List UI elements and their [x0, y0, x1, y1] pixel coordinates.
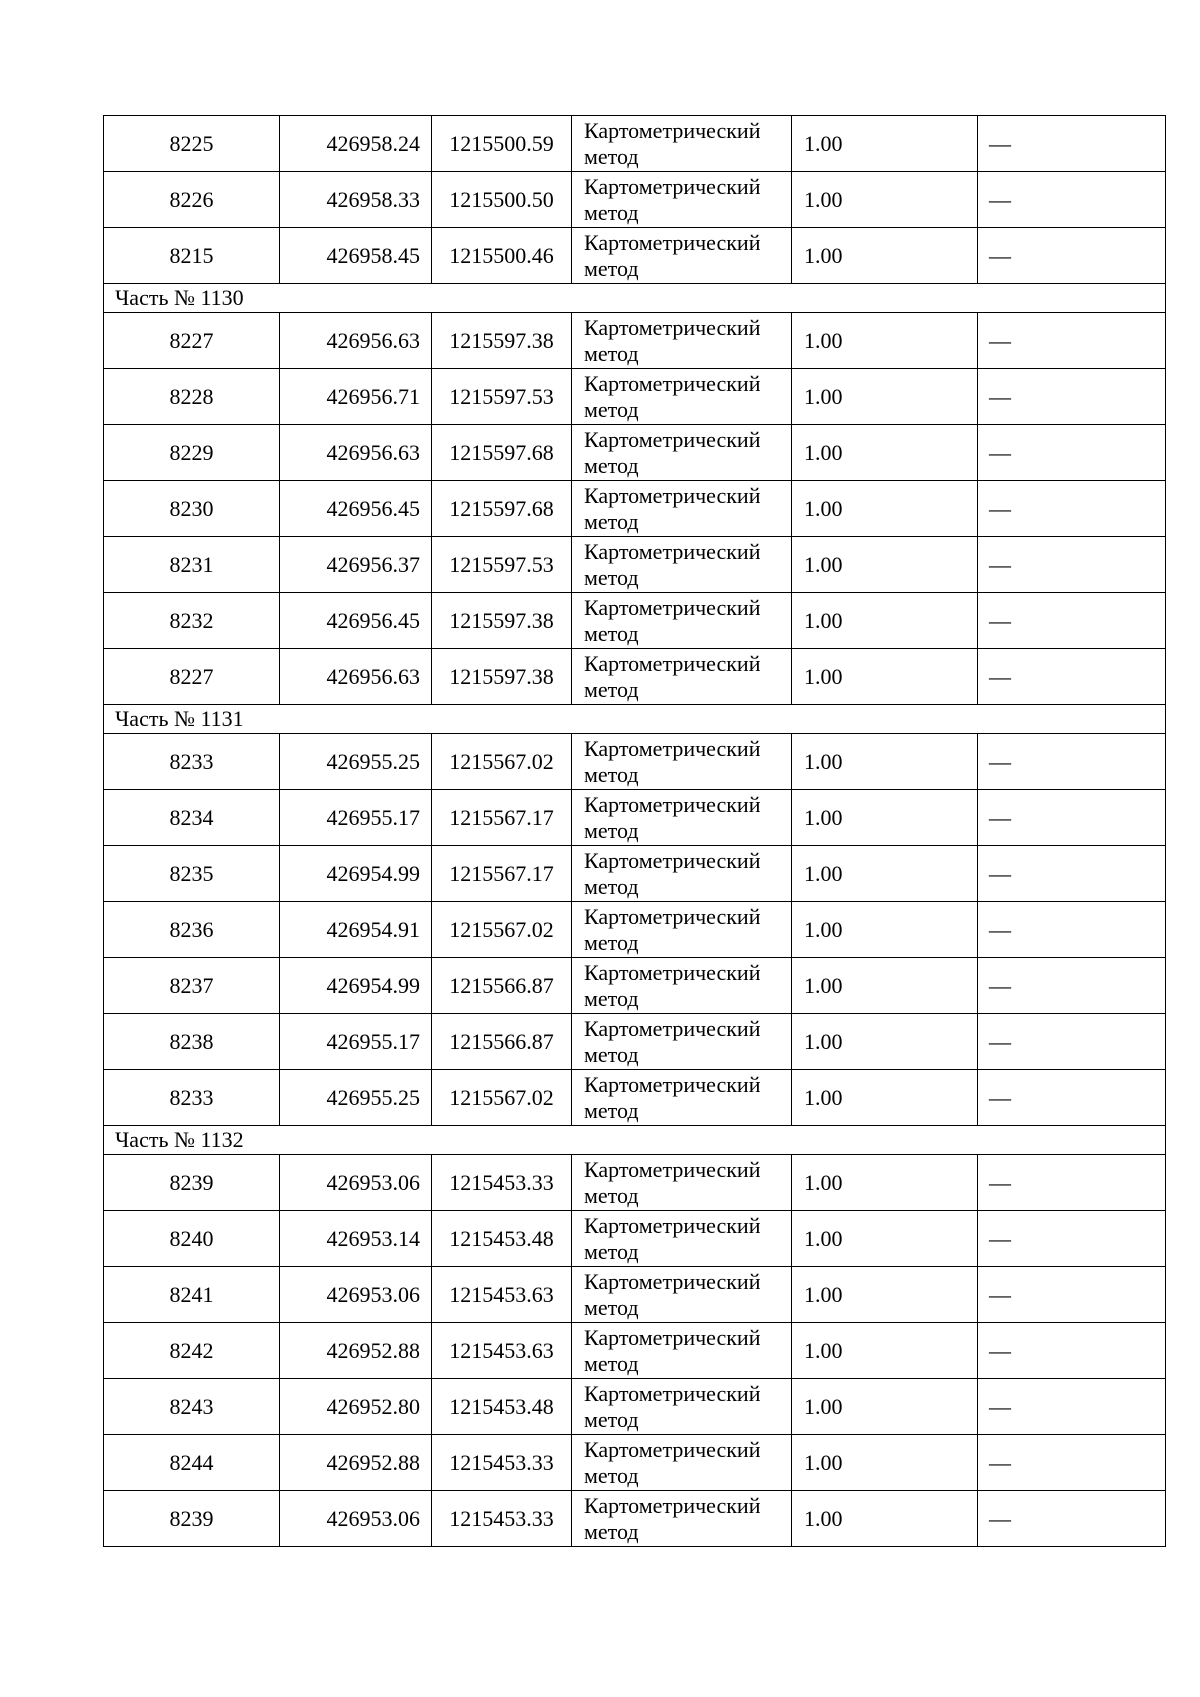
- y-coordinate-cell: 1215597.38: [432, 593, 572, 649]
- point-number-cell: 8234: [104, 790, 280, 846]
- method-cell: [572, 958, 792, 1014]
- x-coordinate-cell: 426954.91: [280, 902, 432, 958]
- y-coordinate-cell: 1215566.87: [432, 958, 572, 1014]
- table-row: [104, 1014, 1166, 1070]
- x-coordinate-cell: 426952.88: [280, 1435, 432, 1491]
- accuracy-cell: 1.00: [792, 1323, 978, 1379]
- note-cell: —: [978, 593, 1166, 649]
- x-coordinate-cell: 426955.25: [280, 734, 432, 790]
- method-line-2: метод: [584, 620, 639, 646]
- accuracy-cell: 1.00: [792, 958, 978, 1014]
- method-line-1: Картометрический: [584, 595, 761, 621]
- table-row: [104, 1323, 1166, 1379]
- y-coordinate-cell: 1215453.33: [432, 1491, 572, 1547]
- method-line-1: Картометрический: [584, 315, 761, 341]
- x-coordinate-cell: 426954.99: [280, 846, 432, 902]
- note-cell: —: [978, 902, 1166, 958]
- accuracy-cell: 1.00: [792, 1155, 978, 1211]
- coordinates-table: [103, 115, 1166, 1547]
- x-coordinate-cell: 426956.45: [280, 481, 432, 537]
- method-cell: [572, 537, 792, 593]
- point-number-cell: 8227: [104, 649, 280, 705]
- method-cell: [572, 1267, 792, 1323]
- point-number-cell: 8239: [104, 1155, 280, 1211]
- point-number-cell: 8239: [104, 1491, 280, 1547]
- table-row: [104, 1379, 1166, 1435]
- x-coordinate-cell: 426953.06: [280, 1491, 432, 1547]
- method-line-2: метод: [584, 676, 639, 702]
- method-cell: [572, 228, 792, 284]
- accuracy-cell: 1.00: [792, 1211, 978, 1267]
- point-number-cell: 8231: [104, 537, 280, 593]
- section-header-row: [104, 284, 1166, 313]
- x-coordinate-cell: 426953.14: [280, 1211, 432, 1267]
- table-row: [104, 734, 1166, 790]
- method-line-2: метод: [584, 1097, 639, 1123]
- x-coordinate-cell: 426955.25: [280, 1070, 432, 1126]
- accuracy-cell: 1.00: [792, 1491, 978, 1547]
- accuracy-cell: 1.00: [792, 1267, 978, 1323]
- x-coordinate-cell: 426953.06: [280, 1267, 432, 1323]
- point-number-cell: 8226: [104, 172, 280, 228]
- y-coordinate-cell: 1215567.17: [432, 790, 572, 846]
- table-row: [104, 1267, 1166, 1323]
- point-number-cell: 8242: [104, 1323, 280, 1379]
- note-cell: —: [978, 1323, 1166, 1379]
- accuracy-cell: 1.00: [792, 902, 978, 958]
- x-coordinate-cell: 426958.45: [280, 228, 432, 284]
- point-number-cell: 8230: [104, 481, 280, 537]
- note-cell: —: [978, 790, 1166, 846]
- note-cell: —: [978, 1267, 1166, 1323]
- x-coordinate-cell: 426956.63: [280, 425, 432, 481]
- x-coordinate-cell: 426956.63: [280, 649, 432, 705]
- note-cell: —: [978, 313, 1166, 369]
- table-row: [104, 902, 1166, 958]
- method-line-1: Картометрический: [584, 960, 761, 986]
- note-cell: —: [978, 116, 1166, 172]
- y-coordinate-cell: 1215500.59: [432, 116, 572, 172]
- note-cell: —: [978, 734, 1166, 790]
- point-number-cell: 8243: [104, 1379, 280, 1435]
- method-cell: [572, 1070, 792, 1126]
- method-line-2: метод: [584, 452, 639, 478]
- y-coordinate-cell: 1215597.38: [432, 649, 572, 705]
- y-coordinate-cell: 1215453.48: [432, 1211, 572, 1267]
- method-line-2: метод: [584, 761, 639, 787]
- point-number-cell: 8228: [104, 369, 280, 425]
- note-cell: —: [978, 481, 1166, 537]
- method-line-2: метод: [584, 1238, 639, 1264]
- method-line-2: метод: [584, 1462, 639, 1488]
- y-coordinate-cell: 1215500.46: [432, 228, 572, 284]
- y-coordinate-cell: 1215453.48: [432, 1379, 572, 1435]
- point-number-cell: 8240: [104, 1211, 280, 1267]
- table-row: [104, 228, 1166, 284]
- note-cell: —: [978, 1070, 1166, 1126]
- method-cell: [572, 649, 792, 705]
- table-row: [104, 313, 1166, 369]
- method-line-1: Картометрический: [584, 1213, 761, 1239]
- note-cell: —: [978, 1379, 1166, 1435]
- method-line-2: метод: [584, 1041, 639, 1067]
- table-row: [104, 790, 1166, 846]
- x-coordinate-cell: 426953.06: [280, 1155, 432, 1211]
- point-number-cell: 8236: [104, 902, 280, 958]
- y-coordinate-cell: 1215453.33: [432, 1435, 572, 1491]
- table-row: [104, 369, 1166, 425]
- accuracy-cell: 1.00: [792, 846, 978, 902]
- y-coordinate-cell: 1215597.68: [432, 425, 572, 481]
- y-coordinate-cell: 1215567.02: [432, 1070, 572, 1126]
- y-coordinate-cell: 1215566.87: [432, 1014, 572, 1070]
- note-cell: —: [978, 649, 1166, 705]
- method-line-2: метод: [584, 199, 639, 225]
- table-row: [104, 481, 1166, 537]
- point-number-cell: 8232: [104, 593, 280, 649]
- x-coordinate-cell: 426956.63: [280, 313, 432, 369]
- point-number-cell: 8229: [104, 425, 280, 481]
- method-cell: [572, 846, 792, 902]
- method-line-1: Картометрический: [584, 1325, 761, 1351]
- table-row: [104, 1435, 1166, 1491]
- x-coordinate-cell: 426955.17: [280, 1014, 432, 1070]
- method-line-1: Картометрический: [584, 1437, 761, 1463]
- point-number-cell: 8225: [104, 116, 280, 172]
- method-line-2: метод: [584, 873, 639, 899]
- method-line-2: метод: [584, 1518, 639, 1544]
- table-row: [104, 116, 1166, 172]
- method-line-2: метод: [584, 929, 639, 955]
- note-cell: —: [978, 369, 1166, 425]
- x-coordinate-cell: 426954.99: [280, 958, 432, 1014]
- method-cell: [572, 481, 792, 537]
- method-cell: [572, 425, 792, 481]
- method-line-1: Картометрический: [584, 427, 761, 453]
- section-title: Часть № 1131: [104, 705, 1166, 734]
- note-cell: —: [978, 537, 1166, 593]
- method-line-1: Картометрический: [584, 792, 761, 818]
- section-header-row: [104, 705, 1166, 734]
- method-line-1: Картометрический: [584, 1493, 761, 1519]
- x-coordinate-cell: 426956.37: [280, 537, 432, 593]
- accuracy-cell: 1.00: [792, 1070, 978, 1126]
- note-cell: —: [978, 1014, 1166, 1070]
- method-line-2: метод: [584, 255, 639, 281]
- method-cell: [572, 313, 792, 369]
- accuracy-cell: 1.00: [792, 734, 978, 790]
- point-number-cell: 8244: [104, 1435, 280, 1491]
- table-row: [104, 649, 1166, 705]
- method-line-1: Картометрический: [584, 1381, 761, 1407]
- note-cell: —: [978, 228, 1166, 284]
- method-line-2: метод: [584, 508, 639, 534]
- method-cell: [572, 369, 792, 425]
- y-coordinate-cell: 1215597.53: [432, 369, 572, 425]
- y-coordinate-cell: 1215567.02: [432, 734, 572, 790]
- y-coordinate-cell: 1215500.50: [432, 172, 572, 228]
- method-cell: [572, 1435, 792, 1491]
- accuracy-cell: 1.00: [792, 537, 978, 593]
- method-cell: [572, 1491, 792, 1547]
- accuracy-cell: 1.00: [792, 369, 978, 425]
- method-line-1: Картометрический: [584, 118, 761, 144]
- method-line-1: Картометрический: [584, 1269, 761, 1295]
- method-line-1: Картометрический: [584, 371, 761, 397]
- accuracy-cell: 1.00: [792, 313, 978, 369]
- table-row: [104, 593, 1166, 649]
- coordinates-table-body: [104, 116, 1166, 1547]
- y-coordinate-cell: 1215597.53: [432, 537, 572, 593]
- note-cell: —: [978, 1491, 1166, 1547]
- method-cell: [572, 902, 792, 958]
- note-cell: —: [978, 425, 1166, 481]
- table-row: [104, 846, 1166, 902]
- method-line-2: метод: [584, 1350, 639, 1376]
- method-cell: [572, 1211, 792, 1267]
- method-line-1: Картометрический: [584, 230, 761, 256]
- method-line-2: метод: [584, 1406, 639, 1432]
- method-cell: [572, 1155, 792, 1211]
- accuracy-cell: 1.00: [792, 1435, 978, 1491]
- method-cell: [572, 1379, 792, 1435]
- section-title: Часть № 1132: [104, 1126, 1166, 1155]
- point-number-cell: 8233: [104, 1070, 280, 1126]
- y-coordinate-cell: 1215567.02: [432, 902, 572, 958]
- point-number-cell: 8227: [104, 313, 280, 369]
- x-coordinate-cell: 426955.17: [280, 790, 432, 846]
- note-cell: —: [978, 1155, 1166, 1211]
- y-coordinate-cell: 1215597.68: [432, 481, 572, 537]
- table-row: [104, 1491, 1166, 1547]
- accuracy-cell: 1.00: [792, 790, 978, 846]
- table-row: [104, 172, 1166, 228]
- x-coordinate-cell: 426958.33: [280, 172, 432, 228]
- method-cell: [572, 1323, 792, 1379]
- method-line-1: Картометрический: [584, 483, 761, 509]
- method-line-2: метод: [584, 564, 639, 590]
- method-line-1: Картометрический: [584, 539, 761, 565]
- note-cell: —: [978, 1211, 1166, 1267]
- table-row: [104, 958, 1166, 1014]
- y-coordinate-cell: 1215453.63: [432, 1323, 572, 1379]
- section-header-row: [104, 1126, 1166, 1155]
- accuracy-cell: 1.00: [792, 1379, 978, 1435]
- y-coordinate-cell: 1215453.63: [432, 1267, 572, 1323]
- table-row: [104, 1070, 1166, 1126]
- x-coordinate-cell: 426956.45: [280, 593, 432, 649]
- x-coordinate-cell: 426958.24: [280, 116, 432, 172]
- method-line-1: Картометрический: [584, 1157, 761, 1183]
- accuracy-cell: 1.00: [792, 116, 978, 172]
- point-number-cell: 8241: [104, 1267, 280, 1323]
- x-coordinate-cell: 426956.71: [280, 369, 432, 425]
- method-cell: [572, 1014, 792, 1070]
- method-line-1: Картометрический: [584, 1072, 761, 1098]
- method-line-1: Картометрический: [584, 1016, 761, 1042]
- accuracy-cell: 1.00: [792, 649, 978, 705]
- method-cell: [572, 593, 792, 649]
- accuracy-cell: 1.00: [792, 593, 978, 649]
- method-line-2: метод: [584, 1182, 639, 1208]
- y-coordinate-cell: 1215453.33: [432, 1155, 572, 1211]
- table-row: [104, 537, 1166, 593]
- method-line-1: Картометрический: [584, 904, 761, 930]
- method-cell: [572, 734, 792, 790]
- table-row: [104, 1211, 1166, 1267]
- point-number-cell: 8237: [104, 958, 280, 1014]
- note-cell: —: [978, 1435, 1166, 1491]
- method-cell: [572, 172, 792, 228]
- method-line-2: метод: [584, 1294, 639, 1320]
- x-coordinate-cell: 426952.80: [280, 1379, 432, 1435]
- y-coordinate-cell: 1215597.38: [432, 313, 572, 369]
- accuracy-cell: 1.00: [792, 228, 978, 284]
- note-cell: —: [978, 172, 1166, 228]
- accuracy-cell: 1.00: [792, 1014, 978, 1070]
- point-number-cell: 8215: [104, 228, 280, 284]
- method-cell: [572, 790, 792, 846]
- method-line-1: Картометрический: [584, 848, 761, 874]
- method-line-2: метод: [584, 817, 639, 843]
- method-line-2: метод: [584, 340, 639, 366]
- point-number-cell: 8238: [104, 1014, 280, 1070]
- y-coordinate-cell: 1215567.17: [432, 846, 572, 902]
- accuracy-cell: 1.00: [792, 481, 978, 537]
- table-row: [104, 425, 1166, 481]
- method-line-1: Картометрический: [584, 736, 761, 762]
- method-line-2: метод: [584, 985, 639, 1011]
- method-line-1: Картометрический: [584, 174, 761, 200]
- method-line-2: метод: [584, 396, 639, 422]
- method-cell: [572, 116, 792, 172]
- point-number-cell: 8233: [104, 734, 280, 790]
- x-coordinate-cell: 426952.88: [280, 1323, 432, 1379]
- point-number-cell: 8235: [104, 846, 280, 902]
- note-cell: —: [978, 958, 1166, 1014]
- method-line-2: метод: [584, 143, 639, 169]
- section-title: Часть № 1130: [104, 284, 1166, 313]
- note-cell: —: [978, 846, 1166, 902]
- accuracy-cell: 1.00: [792, 172, 978, 228]
- accuracy-cell: 1.00: [792, 425, 978, 481]
- table-row: [104, 1155, 1166, 1211]
- method-line-1: Картометрический: [584, 651, 761, 677]
